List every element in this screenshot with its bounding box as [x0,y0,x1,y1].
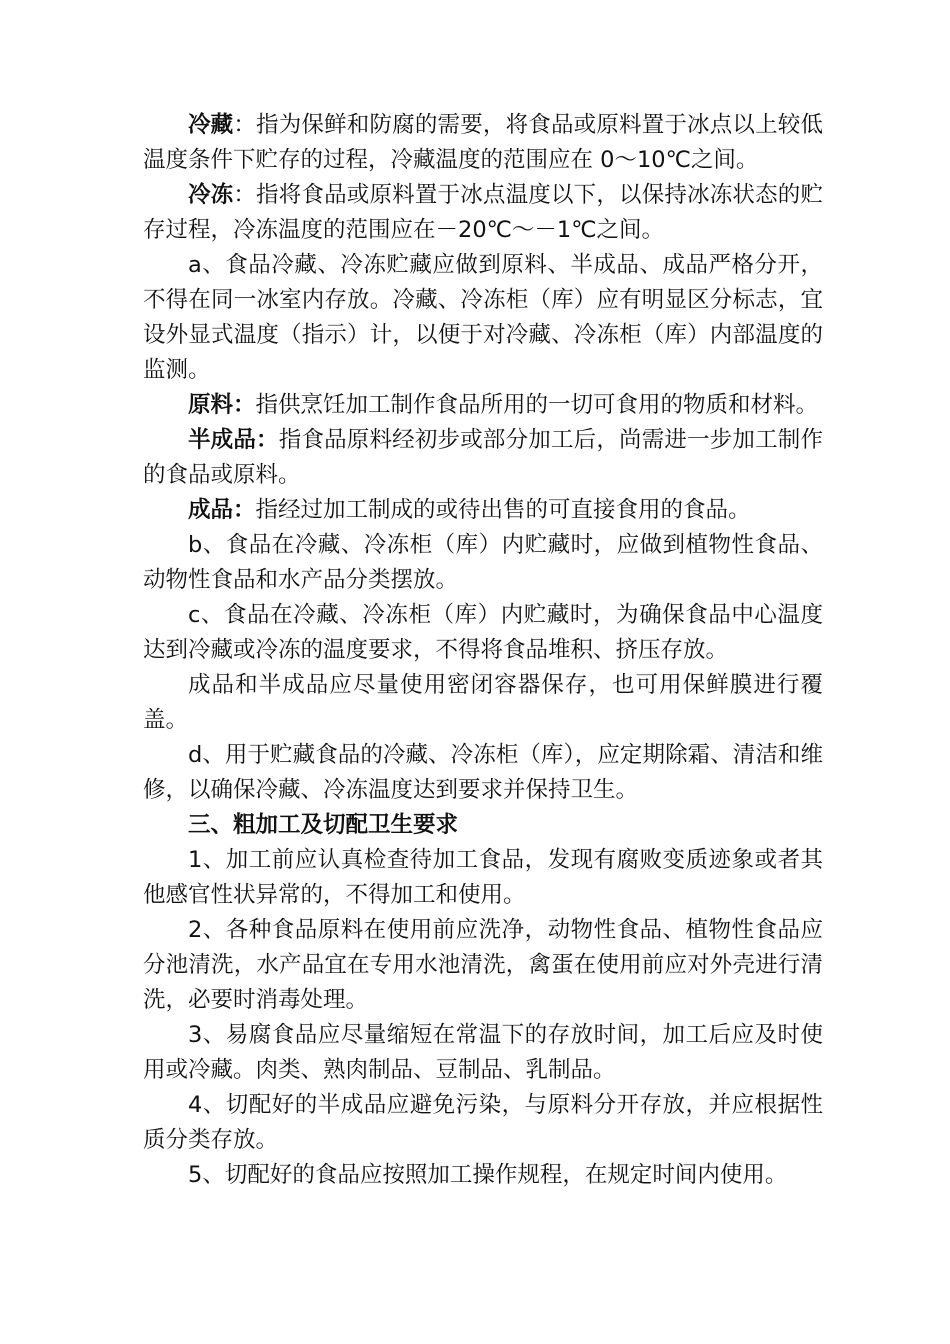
paragraph-text: 指经过加工制成的或待出售的可直接食用的食品。 [255,497,751,523]
paragraph-text: b、食品在冷藏、冷冻柜（库）内贮藏时，应做到植物性食品、动物性食品和水产品分类摆放。 [143,532,823,593]
paragraph-text: a、食品冷藏、冷冻贮藏应做到原料、半成品、成品严格分开，不得在同一冰室内存放。冷藏、冷冻柜（库）应有明显区分标志，宜设外显式温度（指示）计，以便于对冷藏、冷冻柜（库）内部温度的监测。 [143,252,823,383]
definition-raw-material [143,388,823,423]
definition-freezing [143,178,823,248]
paragraph-text: d、用于贮藏食品的冷藏、冷冻柜（库），应定期除霜、清洁和维修，以确保冷藏、冷冻温度达到要求并保持卫生。 [143,742,823,803]
paragraph-text: 指食品原料经初步或部分加工后，尚需进一步加工制作的食品或原料。 [143,427,823,488]
rule-a [143,248,823,388]
list-item: 4、切配好的半成品应避免污染，与原料分开存放，并应根据性质分类存放。 [143,1092,823,1153]
term-label: 冷冻 [188,182,234,208]
section-heading: 三、粗加工及切配卫生要求 [188,812,459,838]
list-item: 2、各种食品原料在使用前应洗净，动物性食品、植物性食品应分池清洗，水产品宜在专用水池清洗，禽蛋在使用前应对外壳进行清洗，必要时消毒处理。 [143,917,823,1013]
storage-note [143,668,823,738]
term-label: 成品： [188,497,256,523]
rule-c [143,598,823,668]
rule-d [143,738,823,808]
paragraph-text: 指供烹饪加工制作食品所用的一切可食用的物质和材料。 [255,392,819,418]
paragraph-text: c、食品在冷藏、冷冻柜（库）内贮藏时，为确保食品中心温度达到冷藏或冷冻的温度要求，不得将食品堆积、挤压存放。 [143,602,823,663]
list-item: 3、易腐食品应尽量缩短在常温下的存放时间，加工后应及时使用或冷藏。肉类、熟肉制品、豆制品、乳制品。 [143,1022,823,1083]
paragraph-text: ：指将食品或原料置于冰点温度以下，以保持冰冻状态的贮存过程，冷冻温度的范围应在－20℃～－1℃之间。 [143,182,823,243]
paragraph-text: ：指为保鲜和防腐的需要，将食品或原料置于冰点以上较低温度条件下贮存的过程，冷藏温度的范围应在 0～10℃之间。 [143,112,823,173]
list-item: 5、切配好的食品应按照加工操作规程，在规定时间内使用。 [188,1162,788,1188]
definition-finished [143,493,823,528]
rule-b [143,528,823,598]
document-page [143,108,823,1193]
definition-semi-finished [143,423,823,493]
list-item: 1、加工前应认真检查待加工食品，发现有腐败变质迹象或者其他感官性状异常的，不得加工和使用。 [143,847,823,908]
term-label: 半成品： [188,427,279,453]
term-label: 冷藏 [188,112,234,138]
paragraph-text: 成品和半成品应尽量使用密闭容器保存，也可用保鲜膜进行覆盖。 [143,672,823,733]
term-label: 原料： [188,392,256,418]
definition-cold-storage [143,108,823,178]
